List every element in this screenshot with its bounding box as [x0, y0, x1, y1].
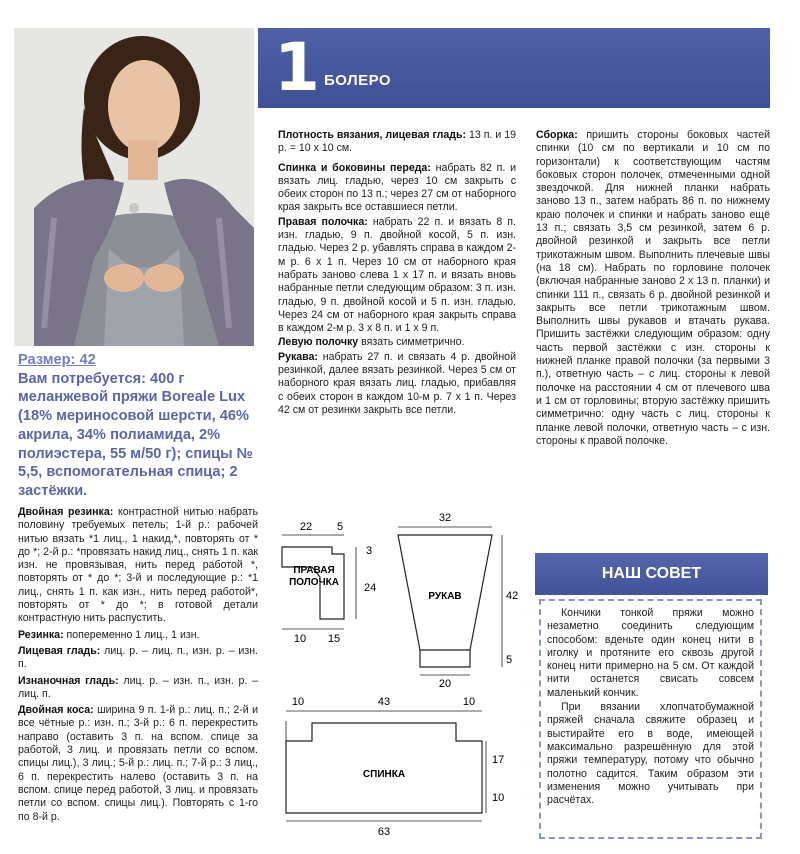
advice-content: [539, 599, 762, 839]
dim-10-side: 10: [492, 792, 505, 804]
dim-22: 22: [299, 521, 313, 533]
dim-63: 63: [377, 826, 391, 838]
right-front-label-1: ПРАВАЯ: [293, 565, 335, 576]
double-cable-text: ширина 9 п. 1-й р.: лиц. п.; 2-й и все чётные р.: изн. п.; 3-й р.: 6 п. перекрестить направо (оставить 3 п. на вспом. спице за работой, 3 лиц. и провязать петли со вспом. спицы лиц.), 3 лиц.; 5-й р.: лиц. п.; 7-й р.: 3 лиц., 6 п. перекрестить налево (оставить 3 п. на вспом. спице перед работой, 3 лиц. и провязать петли со вспом. спицы лиц.). Повторять с 1-го по 8-й р.: [18, 704, 258, 823]
dim-24: 24: [364, 582, 377, 594]
stockinette-text: лиц. р. – лиц. п., изн. р. – изн. п.: [18, 644, 258, 671]
dim-5: 5: [336, 521, 344, 533]
dim-20: 20: [438, 678, 452, 690]
dim-10: 10: [293, 633, 307, 645]
rib-text: попеременно 1 лиц., 1 изн.: [63, 628, 200, 641]
dim-43: 43: [377, 696, 391, 708]
stitches-column: [18, 506, 258, 825]
reverse-stockinette-term: Изнаночная гладь:: [18, 674, 119, 687]
materials-text: Вам потребуется: 400 г меланжевой пряжи Boreale Lux (18% мериносовой шерсти, 46% акрила, 34% полиамида, 2% полиэстера, 55 м/50 г); спицы № 5,5, вспомогательная спица; 2 застёжки.: [18, 370, 253, 499]
dim-10-right: 10: [462, 696, 476, 708]
article-title: БОЛЕРО: [324, 72, 392, 89]
back-text: набрать 82 п. и вязать лиц. гладью, через 10 см закрыть с обеих сторон по 13 п.; через 27 см от наборного края закрыть все оставшиеся петли.: [278, 161, 516, 214]
left-front-term: Левую полочку: [278, 336, 359, 349]
size-label: Размер: 42: [18, 352, 96, 368]
dim-32: 32: [438, 512, 452, 524]
sleeve-label: РУКАВ: [428, 591, 462, 602]
dim-42: 42: [506, 590, 519, 602]
advice-title: НАШ СОВЕТ: [535, 553, 768, 595]
bolero-photo-illustration: [14, 28, 254, 346]
advice-paragraph-1: Кончики тонкой пряжи можно незаметно соединить следующим способом: вденьте один конец нити в иголку и протяните его сквозь другой конец нити примерно на 5 см. От каждой нити останется свисать совсем маленький кончик.: [547, 607, 754, 699]
assembly-text: пришить стороны боковых частей спинки (10 см по вертикали и 10 см по горизонтали) к соответствующим частям боковых сторон полочек, отмеченными одной звездочкой. Для нижней планки набрать заново 13 п., затем набрать 86 п. по нижнему краю полочек и спинки и набрать заново ещё 13 п.; связать 3,5 см резинкой, затем 6 р. двойной резинкой и закрыть все петли трикотажным швом. Выполнить плечевые швы (на 18 см). Набрать по горловине полочек (включая набранные заново 2 х 13 п. планки) и спинки 111 п., связать 6 р. двойной резинкой и закрыть все петли трикотажным швом. Выполнить швы рукавов и втачать рукава. Пришить застёжки следующим образом: одну часть первой застёжки с изн. стороны к нижней планке правой полочки (за первыми 3 п.), ответную часть – с лиц. стороны к левой полочке на расстоянии 4 см от плечевого шва и 1 см от горловины; вторую застёжку пришить симметрично: одну часть с лиц. стороны к планке левой полочки, ответную часть – с изн. стороны к правой полочке.: [536, 129, 770, 447]
reverse-stockinette-text: лиц. р. – изн. п., изн. р. – лиц. п.: [18, 674, 258, 700]
sleeve-text: набрать 27 п. и связать 4 р. двойной резинкой, далее вязать резинкой. Через 5 см от наборного края вязать лиц. гладью, прибавляя с обеих сторон в каждом 10-м р. 7 х 1 п. Через 42 см от резинки закрыть все петли.: [278, 350, 516, 416]
sleeve-diagram: [398, 512, 518, 690]
density-term: Плотность вязания, лицевая гладь:: [278, 129, 467, 141]
back-label: СПИНКА: [362, 769, 406, 780]
double-rib-term: Двойная резинка:: [18, 506, 114, 518]
double-rib-text: контрастной нитью набрать половину требуемых петель; 1-й р.: рабочей нитью вязать *1 лиц., 1 накид,*, повторять от * до *; 2-й р.: *провязать накид лиц., снять 1 п. как изн. не провязывая, нить перед работой *, повторять от * до *; 3-й и последующие р.: *1 лиц., снять 1 п. как изн., нить перед работой*, повторять от * до *; в готовой детали контрастную нить распустить.: [18, 506, 258, 625]
dim-17: 17: [492, 754, 505, 766]
right-front-term: Правая полочка:: [278, 215, 368, 228]
advice-box: [535, 553, 768, 845]
double-cable-term: Двойная коса:: [18, 704, 94, 717]
pattern-diagrams: [270, 505, 540, 845]
back-diagram: [286, 696, 504, 838]
rib-term: Резинка:: [18, 628, 64, 641]
assembly-term: Сборка:: [536, 129, 578, 141]
article-number: 1: [274, 29, 320, 106]
dim-5-sleeve: 5: [506, 654, 513, 666]
right-front-label-2: ПОЛОЧКА: [289, 577, 339, 588]
back-term: Спинка и боковины переда:: [278, 161, 431, 174]
right-front-text: набрать 22 п. и вязать 8 п. изн. гладью, 9 п. двойной косой, 5 п. изн. гладью. Через 2 р. убавлять справа в каждом 2-м р. 6 х 1 п. Через 10 см от наборного края набрать заново слева 1 х 17 п. и вязать вновь набранные петли следующим образом: 3 п. изн. гладью, 9 п. двойной косой и 5 п. изн. гладью. Через 24 см от наборного края закрыть справа в каждом 2-м р. 3 х 8 п. и 1 х 9 п.: [278, 215, 516, 335]
materials-caption: [18, 351, 258, 501]
advice-paragraph-2: При вязании хлопчатобумажной пряжей сначала свяжите образец и выстирайте его в воде, имеющей максимально разрешённую для этой пряжи температуру, потому что обычно полотно садится. Таким образом эти изменения можно учитывать при расчётах.: [547, 701, 754, 807]
sleeve-term: Рукава:: [278, 350, 318, 363]
article-header: [258, 28, 770, 108]
right-front-diagram: [282, 521, 376, 645]
model-photo: [14, 28, 254, 346]
dim-10-left: 10: [291, 696, 305, 708]
dim-3: 3: [366, 545, 373, 557]
instructions-column-1: [278, 129, 516, 418]
dim-15: 15: [327, 633, 341, 645]
left-front-text: вязать симметрично.: [358, 336, 465, 349]
instructions-column-2: [536, 129, 770, 449]
density-text: 13 п. и 19 р. = 10 х 10 см.: [278, 129, 516, 155]
stockinette-term: Лицевая гладь:: [18, 644, 101, 657]
